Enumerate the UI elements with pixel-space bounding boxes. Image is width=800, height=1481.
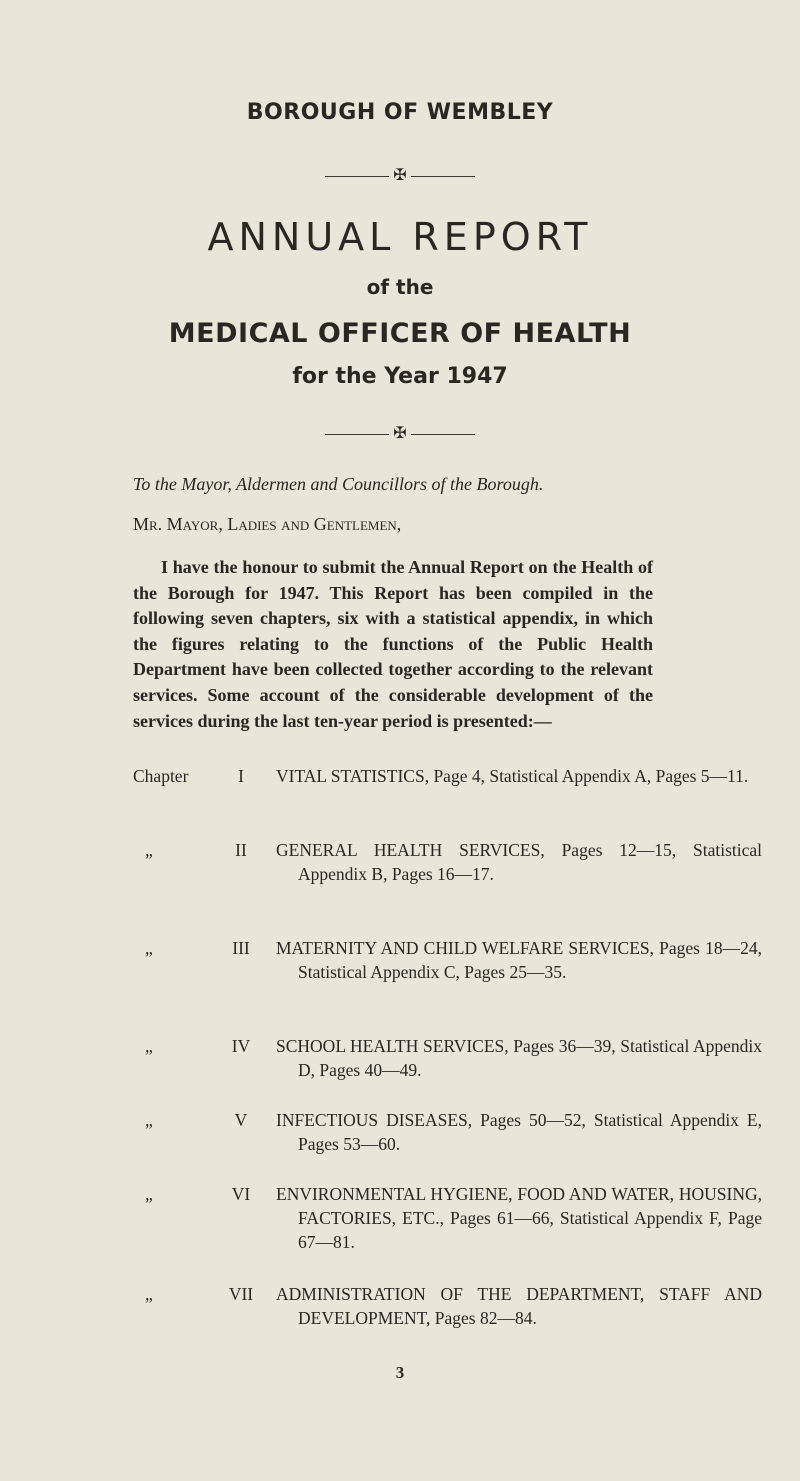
chapter-number: I <box>238 766 244 786</box>
divider-line <box>411 176 475 177</box>
ditto-mark: „ <box>145 938 153 958</box>
ornament-divider-bottom <box>0 426 800 442</box>
chapter-description: MATERNITY AND CHILD WELFARE SERVICES, Pages 18—24, Statistical Appendix C, Pages 25—35. <box>276 938 762 982</box>
page-number: 3 <box>395 1363 405 1382</box>
ditto-mark: „ <box>145 840 153 860</box>
chapter-description: GENERAL HEALTH SERVICES, Pages 12—15, Statistical Appendix B, Pages 16—17. <box>276 840 762 884</box>
ditto-mark: „ <box>145 1184 153 1204</box>
of-the-text: of the <box>366 275 434 299</box>
divider-line <box>325 176 389 177</box>
chapter-prefix: Chapter <box>133 766 189 786</box>
chapter-number: VII <box>228 1284 254 1304</box>
chapter-number: III <box>232 938 250 958</box>
letter-salutation: Mr. Mayor, Ladies and Gentlemen, <box>133 514 402 534</box>
chapter-description: ADMINISTRATION OF THE DEPARTMENT, STAFF AND DEVELOPMENT, Pages 82—84. <box>276 1284 762 1328</box>
divider-line <box>411 434 475 435</box>
ditto-mark: „ <box>145 1110 153 1130</box>
chapter-description: INFECTIOUS DISEASES, Pages 50—52, Statistical Appendix E, Pages 53—60. <box>276 1110 762 1154</box>
chapter-number: IV <box>231 1036 251 1056</box>
chapter-number: V <box>234 1110 248 1130</box>
borough-heading: BOROUGH OF WEMBLEY <box>246 100 554 125</box>
letter-address: To the Mayor, Aldermen and Councillors of the Borough. <box>133 474 544 494</box>
chapter-number: II <box>235 840 247 860</box>
cross-ornament-icon: ✠ <box>393 425 407 442</box>
chapter-description: SCHOOL HEALTH SERVICES, Pages 36—39, Statistical Appendix D, Pages 40—49. <box>276 1036 762 1080</box>
letter-intro: I have the honour to submit the Annual Report on the Health of the Borough for 1947. This Report has been compiled in the following seven chapters, six with a statistical appendix, in which the figures relating to the functions of the Public Health Department have been collected together according to the relevant services. Some account of the considerable development of the services during the last ten-year period is presented:— <box>133 557 653 731</box>
report-subtitle: MEDICAL OFFICER OF HEALTH <box>168 318 632 349</box>
chapter-description: ENVIRONMENTAL HYGIENE, FOOD AND WATER, HOUSING, FACTORIES, ETC., Pages 61—66, Statistical Appendix F, Page 67—81. <box>276 1184 762 1252</box>
ornament-divider-top <box>0 168 800 184</box>
cross-ornament-icon: ✠ <box>393 167 407 184</box>
chapter-number: VI <box>231 1184 251 1204</box>
report-title: ANNUAL REPORT <box>207 215 593 259</box>
ditto-mark: „ <box>145 1036 153 1056</box>
ditto-mark: „ <box>145 1284 153 1304</box>
report-year: for the Year 1947 <box>292 364 508 389</box>
divider-line <box>325 434 389 435</box>
chapter-description: VITAL STATISTICS, Page 4, Statistical Appendix A, Pages 5—11. <box>276 766 749 786</box>
